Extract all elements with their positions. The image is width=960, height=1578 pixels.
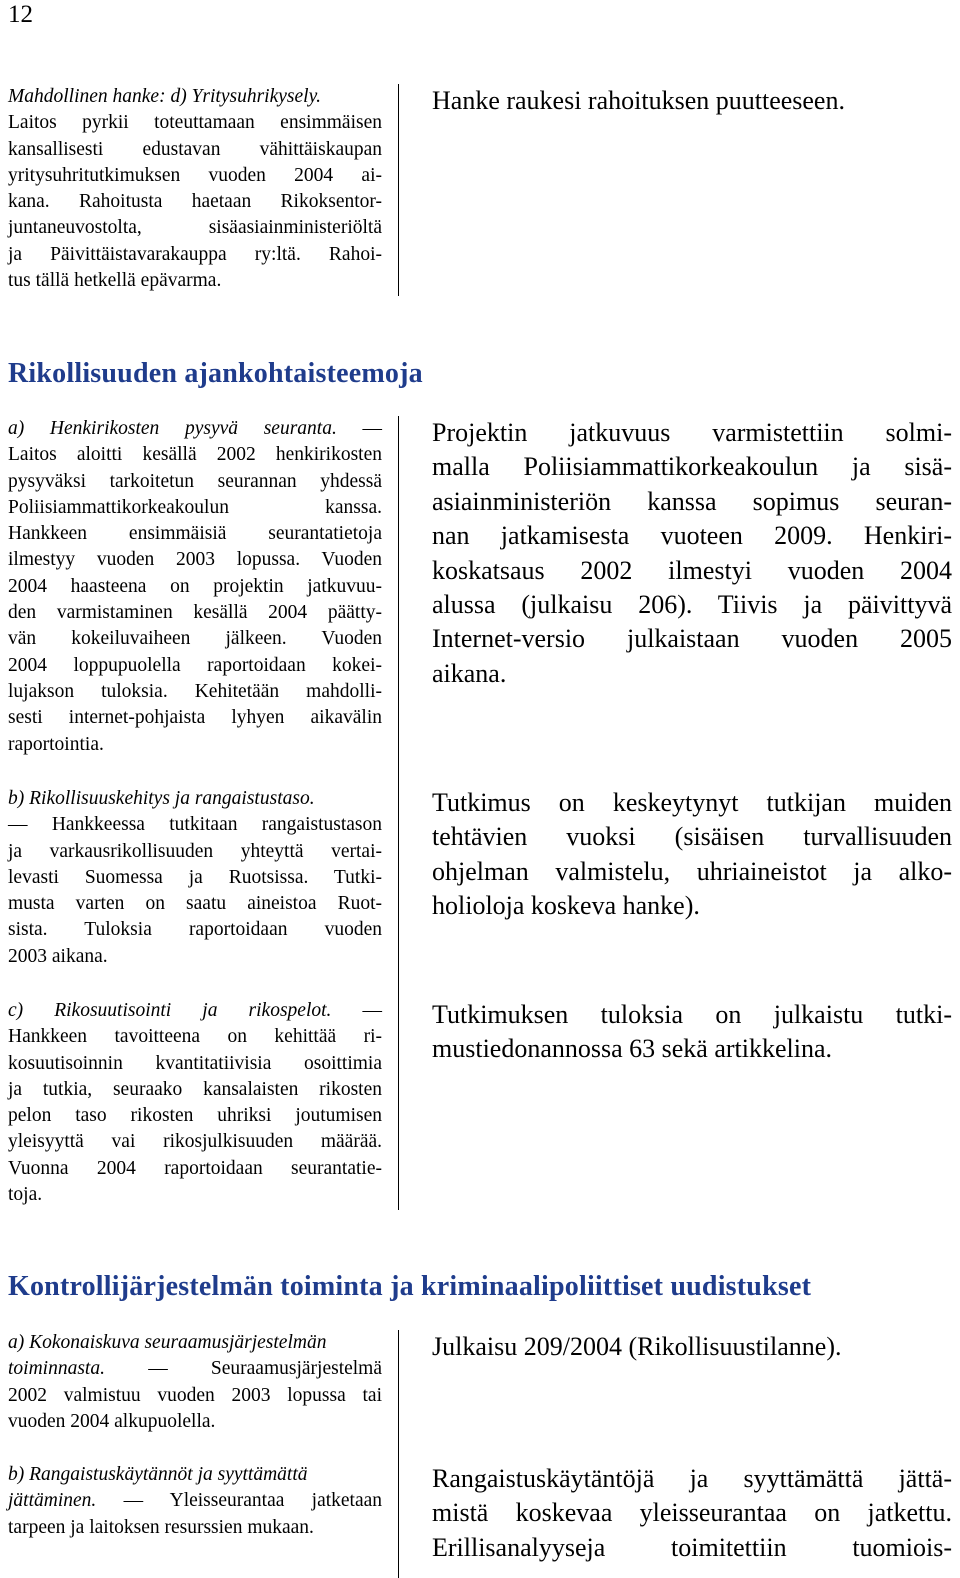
text-line: tehtävien vuoksi (sisäisen turvallisuuden xyxy=(432,822,952,852)
em-dash: — xyxy=(362,1000,382,1021)
column-divider xyxy=(398,416,399,1210)
rikollisuus-c-right-text xyxy=(432,998,952,1067)
text-line: Hankkeen tavoitteena on kehittää ri- xyxy=(8,1026,382,1048)
text-line: 2003 aikana. xyxy=(8,945,108,967)
text-line: toja. xyxy=(8,1184,43,1206)
intro-left-text xyxy=(8,84,382,294)
text-line: Tutkimuksen tuloksia on julkaistu tutki- xyxy=(432,1000,952,1029)
text-line: ja Päivittäistavarakauppa ry:ltä. Rahoi- xyxy=(8,243,382,265)
em-dash: — xyxy=(8,814,28,836)
page-number: 12 xyxy=(8,1,33,28)
text-line: asiainministeriön kanssa sopimus seuran- xyxy=(432,486,952,516)
text-fragment: Yleisseurantaa jatketaan xyxy=(169,1490,383,1512)
text-line: Hanke raukesi rahoituksen puutteeseen. xyxy=(432,86,845,115)
text-line: 2002 valmistuu vuoden 2003 lopussa tai xyxy=(8,1384,382,1406)
em-dash: — xyxy=(123,1490,144,1512)
text-line: Hankkeen ensimmäisiä seurantatietoja xyxy=(8,523,382,545)
item-title: jättäminen. xyxy=(8,1490,97,1512)
intro-right-text xyxy=(432,84,952,118)
text-line xyxy=(8,1356,382,1382)
text-line: 2004 haasteena on projektin jatkuvuu- xyxy=(8,575,382,597)
item-title-line xyxy=(8,416,382,442)
text-line: Vuonna 2004 raportoidaan seurantatie- xyxy=(8,1157,382,1179)
text-line: kosuutisoinnin kvantitatiivisia osoittimia xyxy=(8,1052,382,1074)
text-line: pelon taso rikosten uhriksi joutumisen xyxy=(8,1105,382,1127)
text-line: alussa (julkaisu 206). Tiivis ja päivittyvä xyxy=(432,590,952,620)
text-line: mistä koskevaa yleisseurantaa on jatkettu. xyxy=(432,1498,952,1528)
text-line: mustiedonannossa 63 sekä artikkelina. xyxy=(432,1034,833,1064)
text-line: juntaneuvostolta, sisäasiainministeriöltä xyxy=(8,217,382,239)
text-line: Tutkimus on keskeytynyt tutkijan muiden xyxy=(432,788,952,817)
text-line: pysyväksi tarkoitetun seurannan yhdessä xyxy=(8,470,382,492)
text-line: ja tutkia, seuraako kansalaisten rikosten xyxy=(8,1078,382,1100)
text-line: tarpeen ja laitoksen resurssien mukaan. xyxy=(8,1516,314,1538)
rikollisuus-a-right-text xyxy=(432,416,952,691)
text-line: vän kokeiluvaiheen jälkeen. Vuoden xyxy=(8,628,382,650)
text-line: Julkaisu 209/2004 (Rikollisuustilanne). xyxy=(432,1332,842,1361)
em-dash: — xyxy=(362,418,382,439)
text-line: ilmestyy vuoden 2003 lopussa. Vuoden xyxy=(8,549,382,571)
text-line: kansallisesti edustavan vähittäiskaupan xyxy=(8,138,382,160)
text-line: Erillisanalyyseja toimitettiin tuomiois- xyxy=(432,1532,952,1562)
text-line: 2004 loppupuolella raportoidaan kokei- xyxy=(8,654,382,676)
text-line xyxy=(8,1488,382,1514)
item-title-line xyxy=(8,998,382,1024)
text-line: ja varkausrikollisuuden yhteyttä vertai- xyxy=(8,840,382,862)
text-line: den varmistaminen kesällä 2004 päätty- xyxy=(8,602,382,624)
text-line: Projektin jatkuvuus varmistettiin solmi- xyxy=(432,418,952,447)
intro-title: Mahdollinen hanke: d) Yritysuhrikysely. xyxy=(8,86,322,107)
text-line: vuoden 2004 alkupuolella. xyxy=(8,1410,216,1432)
column-divider xyxy=(398,84,399,296)
text-line: sista. Tuloksia raportoidaan vuoden xyxy=(8,919,382,941)
text-line: yritysuhritutkimuksen vuoden 2004 ai- xyxy=(8,164,382,186)
item-title: b) Rangaistuskäytännöt ja syyttämättä xyxy=(8,1464,308,1485)
item-title: c) Rikosuutisointi ja rikospelot. xyxy=(8,1000,332,1021)
text-line: Rangaistuskäytäntöjä ja syyttämättä jättä- xyxy=(432,1464,952,1493)
text-fragment: Seuraamusjärjestelmä xyxy=(210,1358,383,1380)
rikollisuus-c-left-text xyxy=(8,998,382,1208)
text-line: Internet-versio julkaistaan vuoden 2005 xyxy=(432,624,952,654)
kontrolli-a-left-text xyxy=(8,1330,382,1435)
section-heading-rikollisuus: Rikollisuuden ajankohtaisteemoja xyxy=(8,358,423,389)
column-divider xyxy=(398,1330,399,1578)
text-line: kana. Rahoitusta haetaan Rikoksentor- xyxy=(8,191,382,213)
text-line: Laitos aloitti kesällä 2002 henkirikosten xyxy=(8,444,382,466)
kontrolli-b-left-text xyxy=(8,1462,382,1541)
text-line: raportointia. xyxy=(8,733,104,755)
em-dash: — xyxy=(148,1358,168,1380)
text-line: holioloja koskeva hanke). xyxy=(432,891,700,921)
text-line: tus tällä hetkellä epävarma. xyxy=(8,270,222,292)
text-line: nan jatkamisesta vuoteen 2009. Henkiri- xyxy=(432,521,952,551)
text-line: Poliisiammattikorkeakoulun kanssa. xyxy=(8,496,382,518)
rikollisuus-b-right-text xyxy=(432,786,952,924)
kontrolli-b-right-text xyxy=(432,1462,952,1565)
item-title: a) Kokonaiskuva seuraamusjärjestelmän xyxy=(8,1332,327,1353)
text-line: sesti internet-pohjaista lyhyen aikavälin xyxy=(8,707,382,729)
section-heading-kontrolli: Kontrollijärjestelmän toiminta ja kriminaalipoliittiset uudistukset xyxy=(8,1271,812,1302)
text-line: ohjelman valmistelu, uhriaineistot ja alko- xyxy=(432,856,952,886)
text-fragment: Hankkeessa tutkitaan rangaistustason xyxy=(51,814,383,836)
text-line: lujakson tuloksia. Kehitetään mahdolli- xyxy=(8,680,382,702)
item-title: a) Henkirikosten pysyvä seuranta. xyxy=(8,418,337,439)
text-line: musta varten on saatu aineistoa Ruot- xyxy=(8,893,382,915)
item-title: b) Rikollisuuskehitys ja rangaistustaso. xyxy=(8,788,315,809)
text-line xyxy=(8,812,382,838)
item-title: toiminnasta. xyxy=(8,1358,105,1380)
text-line: koskatsaus 2002 ilmestyi vuoden 2004 xyxy=(432,555,952,585)
rikollisuus-a-left-text xyxy=(8,416,382,758)
text-line: Laitos pyrkii toteuttamaan ensimmäisen xyxy=(8,112,382,134)
text-line: aikana. xyxy=(432,658,507,688)
text-line: levasti Suomessa ja Ruotsissa. Tutki- xyxy=(8,866,382,888)
kontrolli-a-right-text xyxy=(432,1330,952,1364)
text-line: yleisyyttä vai rikosjulkisuuden määrää. xyxy=(8,1131,382,1153)
text-line: malla Poliisiammattikorkeakoulun ja sisä- xyxy=(432,452,952,482)
rikollisuus-b-left-text xyxy=(8,786,382,970)
